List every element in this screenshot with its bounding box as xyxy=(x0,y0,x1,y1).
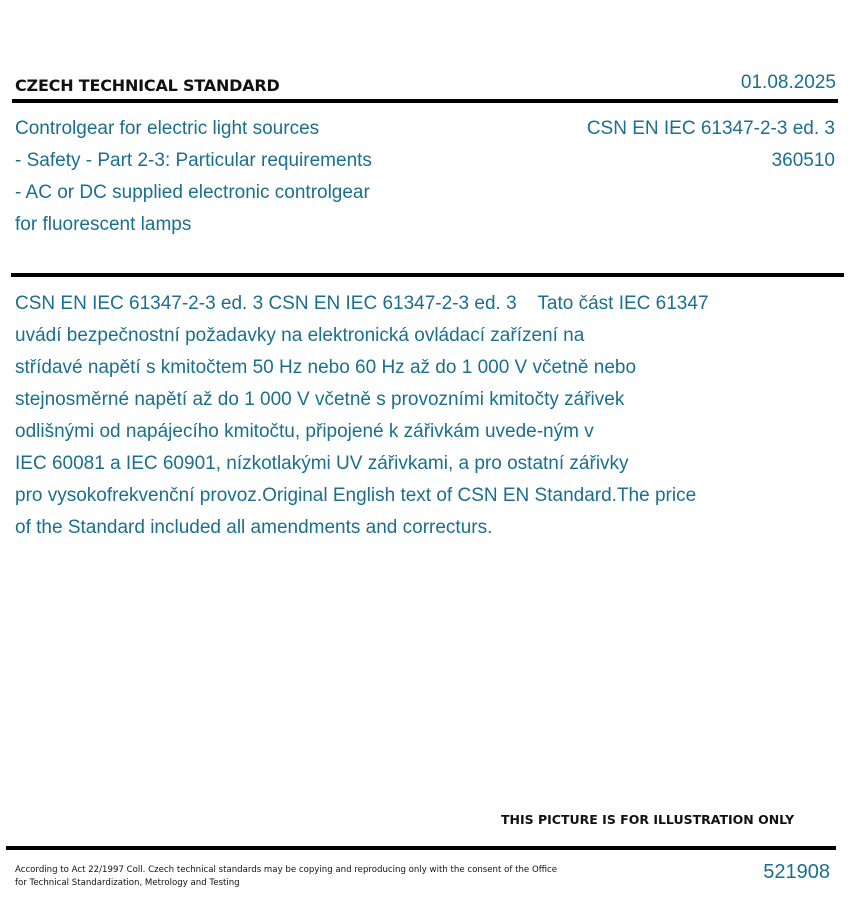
standard-title-line: for fluorescent lamps xyxy=(15,214,192,235)
footer-divider xyxy=(6,846,836,850)
standard-description xyxy=(15,288,709,544)
description-line: stejnosměrné napětí až do 1 000 V včetně s provozními kmitočty zářivek xyxy=(15,389,625,410)
header-divider xyxy=(12,99,838,103)
description-line: CSN EN IEC 61347-2-3 ed. 3 CSN EN IEC 61347-2-3 ed. 3 Tato část IEC 61347 xyxy=(15,293,709,314)
description-line: střídavé napětí s kmitočtem 50 Hz nebo 60 Hz až do 1 000 V včetně nebo xyxy=(15,357,637,378)
standard-title-line: - AC or DC supplied electronic controlgear xyxy=(15,182,370,203)
publication-date: 01.08.2025 xyxy=(740,72,836,93)
legal-notice-line: for Technical Standardization, Metrology and Testing xyxy=(15,878,240,888)
description-line: uvádí bezpečnostní požadavky na elektronická ovládací zařízení na xyxy=(15,325,585,346)
standard-meta xyxy=(587,113,835,177)
description-line: odlišnými od napájecího kmitočtu, připojené k zářivkám uvede-ným v xyxy=(15,421,594,442)
description-line: of the Standard included all amendments and correcturs. xyxy=(15,517,493,538)
legal-notice xyxy=(15,864,557,890)
legal-notice-line: According to Act 22/1997 Coll. Czech technical standards may be copying and reproducing only with the consent of the Office xyxy=(15,865,558,875)
section-divider xyxy=(11,273,844,277)
document-id: 521908 xyxy=(763,861,830,883)
illustration-disclaimer: THIS PICTURE IS FOR ILLUSTRATION ONLY xyxy=(501,812,795,827)
catalog-number: 360510 xyxy=(771,150,835,171)
description-line: IEC 60081 a IEC 60901, nízkotlakými UV zářivkami, a pro ostatní zářivky xyxy=(15,453,629,474)
description-line: pro vysokofrekvenční provoz.Original English text of CSN EN Standard.The price xyxy=(15,485,697,506)
document-type-heading: CZECH TECHNICAL STANDARD xyxy=(15,76,280,95)
standard-title-line: - Safety - Part 2-3: Particular requirements xyxy=(15,150,372,171)
standard-designation: CSN EN IEC 61347-2-3 ed. 3 xyxy=(586,118,835,139)
standard-title xyxy=(15,113,372,241)
standard-title-line: Controlgear for electric light sources xyxy=(15,118,320,139)
